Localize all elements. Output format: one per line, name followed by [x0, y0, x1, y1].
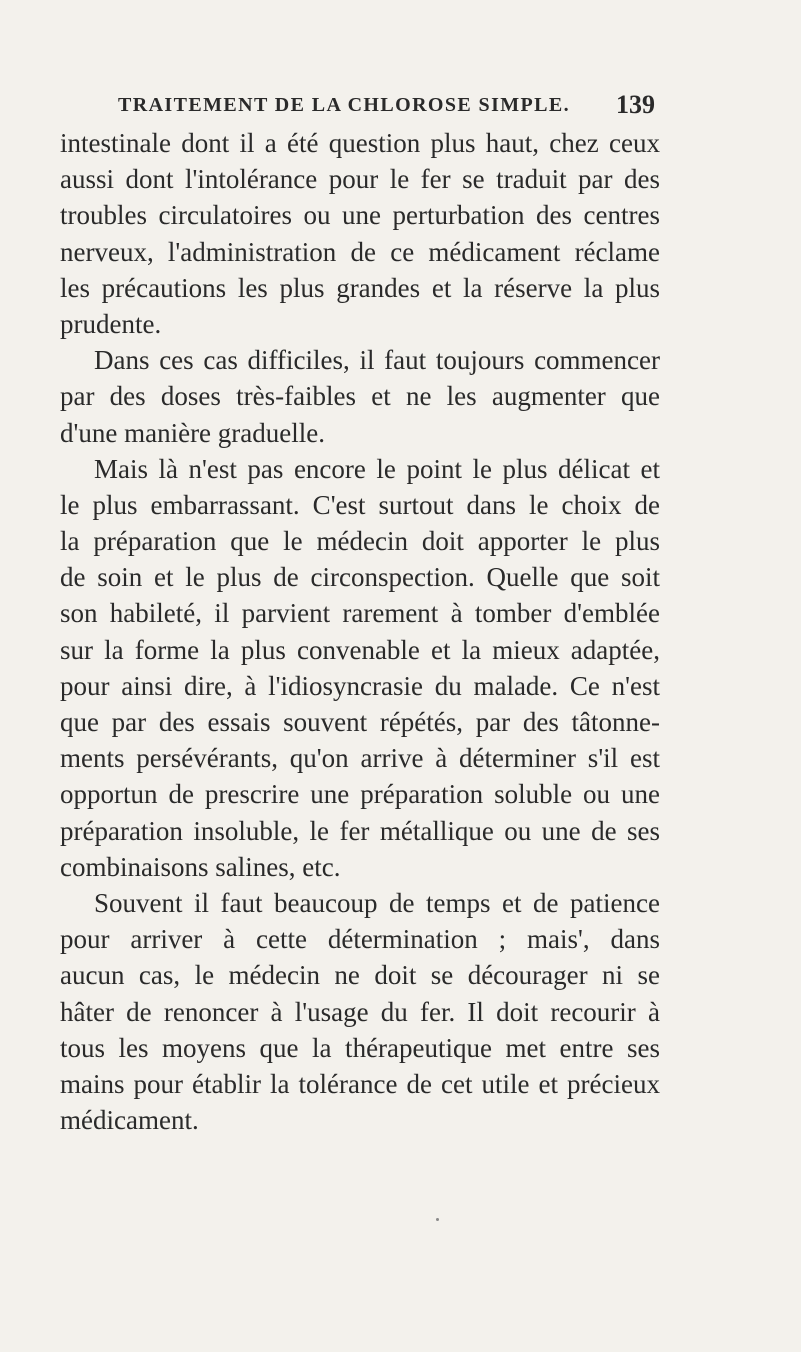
text-line: opportun de prescrire une préparation soluble ou une — [60, 779, 660, 810]
text-line: hâter de renoncer à l'usage du fer. Il doit recourir à — [60, 996, 660, 1027]
text-line: mains pour établir la tolérance de cet utile et précieux — [60, 1068, 660, 1099]
text-line: intestinale dont il a été question plus haut, chez ceux — [60, 128, 660, 158]
text-line: Souvent il faut beaucoup de temps et de patience — [94, 887, 660, 918]
running-title: TRAITEMENT DE LA CHLOROSE SIMPLE. — [118, 94, 571, 116]
text-line: les précautions les plus grandes et la réserve la plus — [60, 272, 660, 303]
page-number: 139 — [616, 90, 655, 119]
paper-speck — [436, 1218, 439, 1221]
text-line: la préparation que le médecin doit apporter le plus — [60, 526, 660, 557]
text-line: préparation insoluble, le fer métallique ou une de ses — [60, 815, 660, 846]
text-line: Dans ces cas difficiles, il faut toujours commencer — [94, 345, 660, 376]
running-head — [118, 90, 655, 124]
text-line: le plus embarrassant. C'est surtout dans le choix de — [60, 489, 660, 520]
text-line: nerveux, l'administration de ce médicament réclame — [60, 236, 660, 267]
text-line: prudente. — [60, 308, 162, 339]
text-line: tous les moyens que la thérapeutique met entre ses — [60, 1032, 660, 1063]
text-line: aucun cas, le médecin ne doit se décourager ni se — [60, 960, 660, 991]
text-line: d'une manière graduelle. — [60, 417, 325, 448]
text-line: de soin et le plus de circonspection. Quelle que soit — [60, 562, 660, 593]
text-line: aussi dont l'intolérance pour le fer se traduit par des — [60, 164, 660, 195]
text-line: combinaisons salines, etc. — [60, 851, 341, 882]
text-line: Mais là n'est pas encore le point le plus délicat et — [94, 453, 660, 484]
body-text — [60, 125, 660, 1138]
text-line: que par des essais souvent répétés, par des tâtonne- — [60, 707, 660, 737]
text-line: pour ainsi dire, à l'idiosyncrasie du malade. Ce n'est — [60, 670, 660, 701]
text-line: ments persévérants, qu'on arrive à déterminer s'il est — [60, 743, 660, 774]
text-line: médicament. — [60, 1105, 199, 1136]
text-line: sur la forme la plus convenable et la mieux adaptée, — [60, 634, 660, 665]
text-line: troubles circulatoires ou une perturbation des centres — [60, 200, 660, 231]
text-line: son habileté, il parvient rarement à tomber d'emblée — [60, 598, 660, 629]
text-line: pour arriver à cette détermination ; mais', dans — [60, 924, 660, 955]
text-line: par des doses très-faibles et ne les augmenter que — [60, 381, 660, 412]
